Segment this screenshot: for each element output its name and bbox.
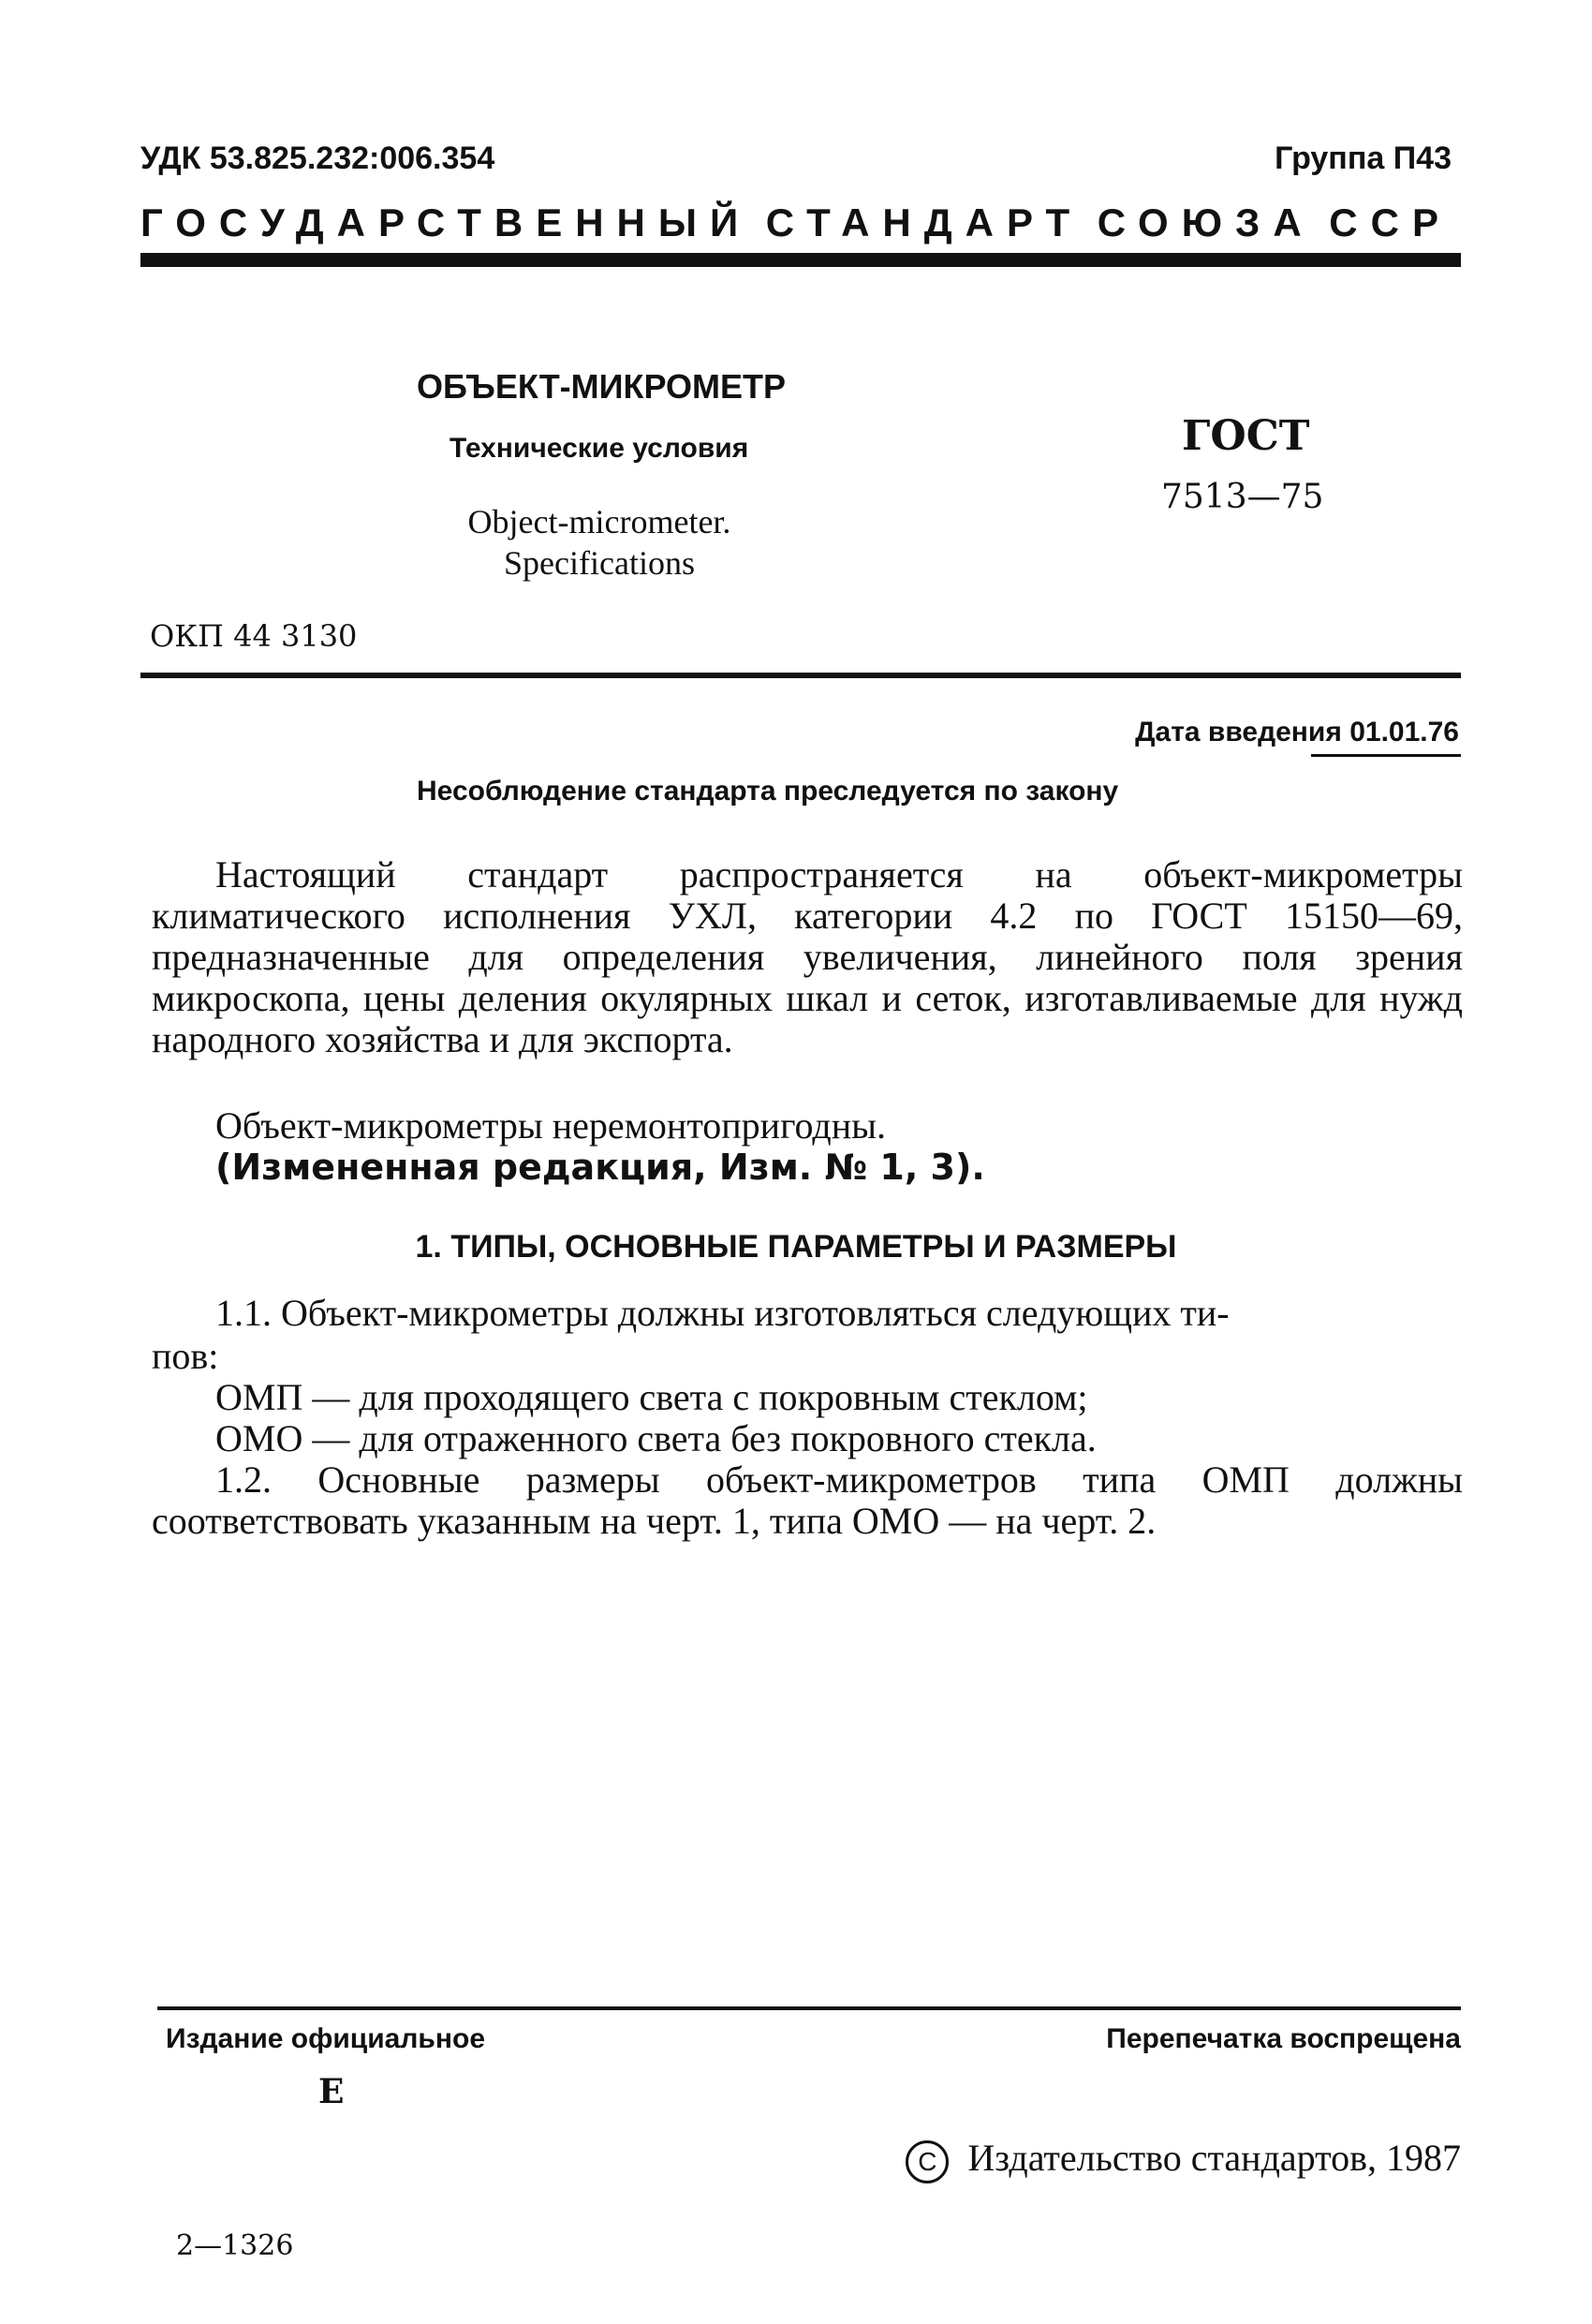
noncompliance-note: Несоблюдение стандарта преследуется по закону <box>417 776 1119 807</box>
section-heading: 1. ТИПЫ, ОСНОВНЫЕ ПАРАМЕТРЫ И РАЗМЕРЫ <box>415 1229 1177 1265</box>
reprint-prohibited: Перепечатка воспрещена <box>1106 2023 1461 2054</box>
state-word: ССР <box>1329 200 1452 244</box>
document-subtitle: Технические условия <box>450 433 749 464</box>
udk-code: УДК 53.825.232:006.354 <box>140 141 495 176</box>
clause-1-1-continuation: пов: <box>152 1335 219 1377</box>
non-repairable-note: Объект-микрометры неремонтопригодны. <box>215 1104 886 1147</box>
title-rule <box>140 673 1461 678</box>
state-standard-header <box>140 200 1452 245</box>
state-word: ГОСУДАРСТВЕННЫЙ <box>140 200 752 244</box>
official-edition: Издание официальное <box>166 2023 486 2054</box>
gost-label: ГОСТ <box>1182 412 1310 460</box>
page-code: 2—1326 <box>176 2229 294 2262</box>
effective-date: Дата введения 01.01.76 <box>1135 717 1459 748</box>
footer-rule <box>157 2006 1461 2010</box>
date-underline <box>1311 754 1461 757</box>
english-title: Object-micrometer. Specifications <box>467 503 731 582</box>
type-omp: ОМП — для проходящего света с покровным стеклом; <box>215 1376 1088 1418</box>
header-rule <box>140 253 1461 267</box>
clause-1-1: 1.1. Объект-микрометры должны изготовляться следующих ти- <box>215 1292 1230 1334</box>
scope-paragraph: Настоящий стандарт распространяется на объект-микрометры климатического исполнения УХЛ, категории 4.2 по ГОСТ 15150—69, предназначенные для определения увеличения, линейного поля зрения микроскопа, цены деления окулярных шкал и сеток, изготавливаемые для нужд народного хозяйства и для экспорта. <box>152 853 1463 1060</box>
state-word: СТАНДАРТ <box>765 200 1083 244</box>
publisher-name: Издательство стандартов, 1987 <box>967 2137 1461 2179</box>
gost-number: 7513—75 <box>1161 478 1324 516</box>
edition-letter: Е <box>318 2072 345 2111</box>
publisher-line <box>906 2136 1461 2183</box>
amendment-note: (Измененная редакция, Изм. № 1, 3). <box>215 1147 985 1188</box>
state-word: СОЮЗА <box>1097 200 1315 244</box>
clause-1-2: 1.2. Основные размеры объект-микрометров типа ОМП должны соответствовать указанным на черт. 1, типа ОМО — на черт. 2. <box>152 1458 1463 1542</box>
okp-code: ОКП 44 3130 <box>150 618 358 654</box>
document-title: ОБЪЕКТ-МИКРОМЕТР <box>417 367 787 406</box>
copyright-icon: C <box>906 2140 949 2183</box>
group-code: Группа П43 <box>1275 141 1452 176</box>
type-omo: ОМО — для отраженного света без покровного стекла. <box>215 1417 1097 1459</box>
